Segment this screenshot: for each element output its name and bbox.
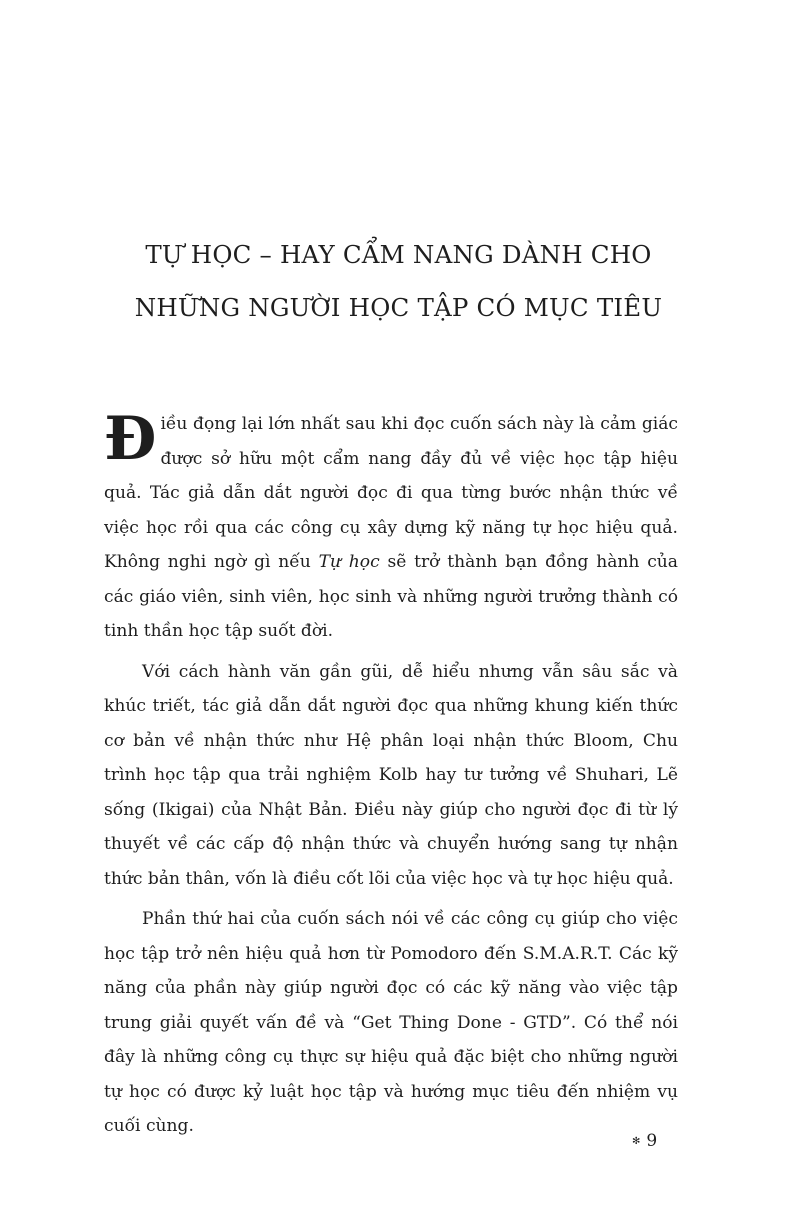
paragraph-2: Với cách hành văn gần gũi, dễ hiểu nhưng vẫn sâu sắc và khúc triết, tác giả dẫn dắt người đọc qua những khung kiến thức cơ bản về nhận thức như Hệ phân loại nhận thức Bloom, Chu trình học tập qua trải nghiệm Kolb hay tư tưởng về Shuhari, Lẽ sống (Ikigai) của Nhật Bản. Điều này giúp cho người đọc đi từ lý thuyết về các cấp độ nhận thức và chuyển hướng sang tự nhận thức bản thân, vốn là điều cốt lõi của việc học và tự học hiệu quả.: [104, 661, 678, 889]
page-folio: [632, 1131, 657, 1151]
paragraph-1: [104, 404, 678, 649]
paragraph-3: Phần thứ hai của cuốn sách nói về các công cụ giúp cho việc học tập trở nên hiệu quả hơn từ Pomodoro đến S.M.A.R.T. Các kỹ năng của phần này giúp người đọc có các kỹ năng vào việc tập trung giải quyết vấn đề và “Get Thing Done - GTD”. Có thể nói đây là những công cụ thực sự hiệu quả đặc biệt cho những người tự học có được kỷ luật học tập và hướng mục tiêu đến nhiệm vụ cuối cùng.: [104, 909, 678, 1136]
book-title-italic: Tự học: [318, 552, 380, 572]
chapter-title-line-1: TỰ HỌC – HAY CẨM NANG DÀNH CHO: [145, 240, 652, 269]
drop-cap: Đ: [104, 404, 157, 474]
page-number: 9: [646, 1131, 658, 1151]
paragraph-1-text-b: sẽ trở thành bạn đồng hành của các giáo viên, sinh viên, học sinh và những người trưởng thành có tinh thần học tập suốt đời.: [104, 552, 678, 641]
body-text: [104, 404, 678, 1150]
chapter-title-line-2: NHỮNG NGƯỜI HỌC TẬP CÓ MỤC TIÊU: [134, 293, 663, 322]
ornament-icon: ✻: [632, 1136, 641, 1147]
chapter-title: [100, 228, 697, 334]
paragraph-1-text-a: iều đọng lại lớn nhất sau khi đọc cuốn sách này là cảm giác được sở hữu một cẩm nang đầy đủ về việc học tập hiệu quả. Tác giả dẫn dắt người đọc đi qua từng bước nhận thức về việc học rồi qua các công cụ xây dựng kỹ năng tự học hiệu quả. Không nghi ngờ gì nếu: [104, 414, 678, 572]
